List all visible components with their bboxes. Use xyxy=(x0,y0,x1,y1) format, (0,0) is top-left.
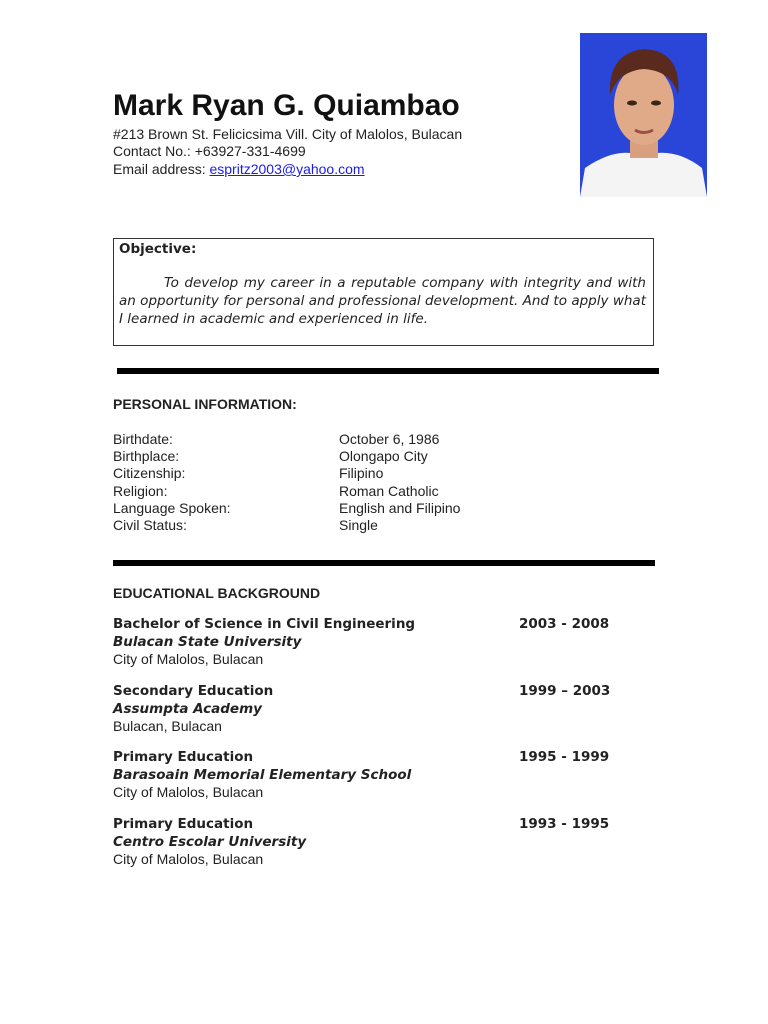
personal-info-label: Birthdate: xyxy=(113,431,173,447)
address: #213 Brown St. Felicicsima Vill. City of Malolos, Bulacan xyxy=(113,126,463,142)
objective-box xyxy=(113,238,654,346)
education-degree: Bachelor of Science in Civil Engineering xyxy=(113,616,416,632)
education-location: Bulacan, Bulacan xyxy=(113,718,222,734)
education-degree: Primary Education xyxy=(113,816,254,832)
contact-number: Contact No.: +63927-331-4699 xyxy=(113,143,306,159)
personal-info-value: Filipino xyxy=(339,465,384,482)
profile-photo xyxy=(580,33,707,197)
personal-info-value: October 6, 1986 xyxy=(339,431,440,447)
personal-info-label: Religion: xyxy=(113,482,168,499)
education-school: Barasoain Memorial Elementary School xyxy=(113,766,412,783)
education-entry xyxy=(113,683,613,736)
objective-text: To develop my career in a reputable company with integrity and with an opportunity for personal and professional development. And to apply what I learned in academic and experienced in life. xyxy=(119,275,646,327)
applicant-name: Mark Ryan G. Quiambao xyxy=(113,89,460,122)
personal-info-value: Olongapo City xyxy=(339,448,428,465)
education-school: Bulacan State University xyxy=(113,633,302,650)
education-entry xyxy=(113,749,613,802)
personal-info-value: Single xyxy=(339,517,378,533)
personal-info-value: Roman Catholic xyxy=(339,482,439,499)
education-entry xyxy=(113,616,613,669)
education-years: 1995 - 1999 xyxy=(519,749,610,765)
education-degree: Primary Education xyxy=(113,749,254,765)
divider xyxy=(117,368,659,374)
education-years: 2003 - 2008 xyxy=(519,616,610,632)
education-school: Assumpta Academy xyxy=(113,700,262,717)
education-years: 1993 - 1995 xyxy=(519,816,610,832)
personal-info-label: Language Spoken: xyxy=(113,499,231,516)
education-school: Centro Escolar University xyxy=(113,833,307,850)
personal-info-value: English and Filipino xyxy=(339,499,461,516)
divider xyxy=(113,560,655,566)
email-line xyxy=(113,161,365,178)
personal-info-label: Citizenship: xyxy=(113,465,186,482)
education-entry xyxy=(113,816,613,869)
email-link[interactable]: espritz2003@yahoo.com xyxy=(209,161,365,177)
education-years: 1999 – 2003 xyxy=(519,683,611,699)
personal-info-label: Birthplace: xyxy=(113,448,180,465)
objective-title: Objective: xyxy=(119,241,197,257)
education-location: City of Malolos, Bulacan xyxy=(113,851,264,867)
education-degree: Secondary Education xyxy=(113,683,274,699)
education-location: City of Malolos, Bulacan xyxy=(113,784,264,800)
personal-info-heading: PERSONAL INFORMATION: xyxy=(113,396,297,412)
education-heading: EDUCATIONAL BACKGROUND xyxy=(113,585,321,601)
email-label: Email address: xyxy=(113,161,210,177)
personal-info-label: Civil Status: xyxy=(113,517,187,533)
education-location: City of Malolos, Bulacan xyxy=(113,651,264,667)
